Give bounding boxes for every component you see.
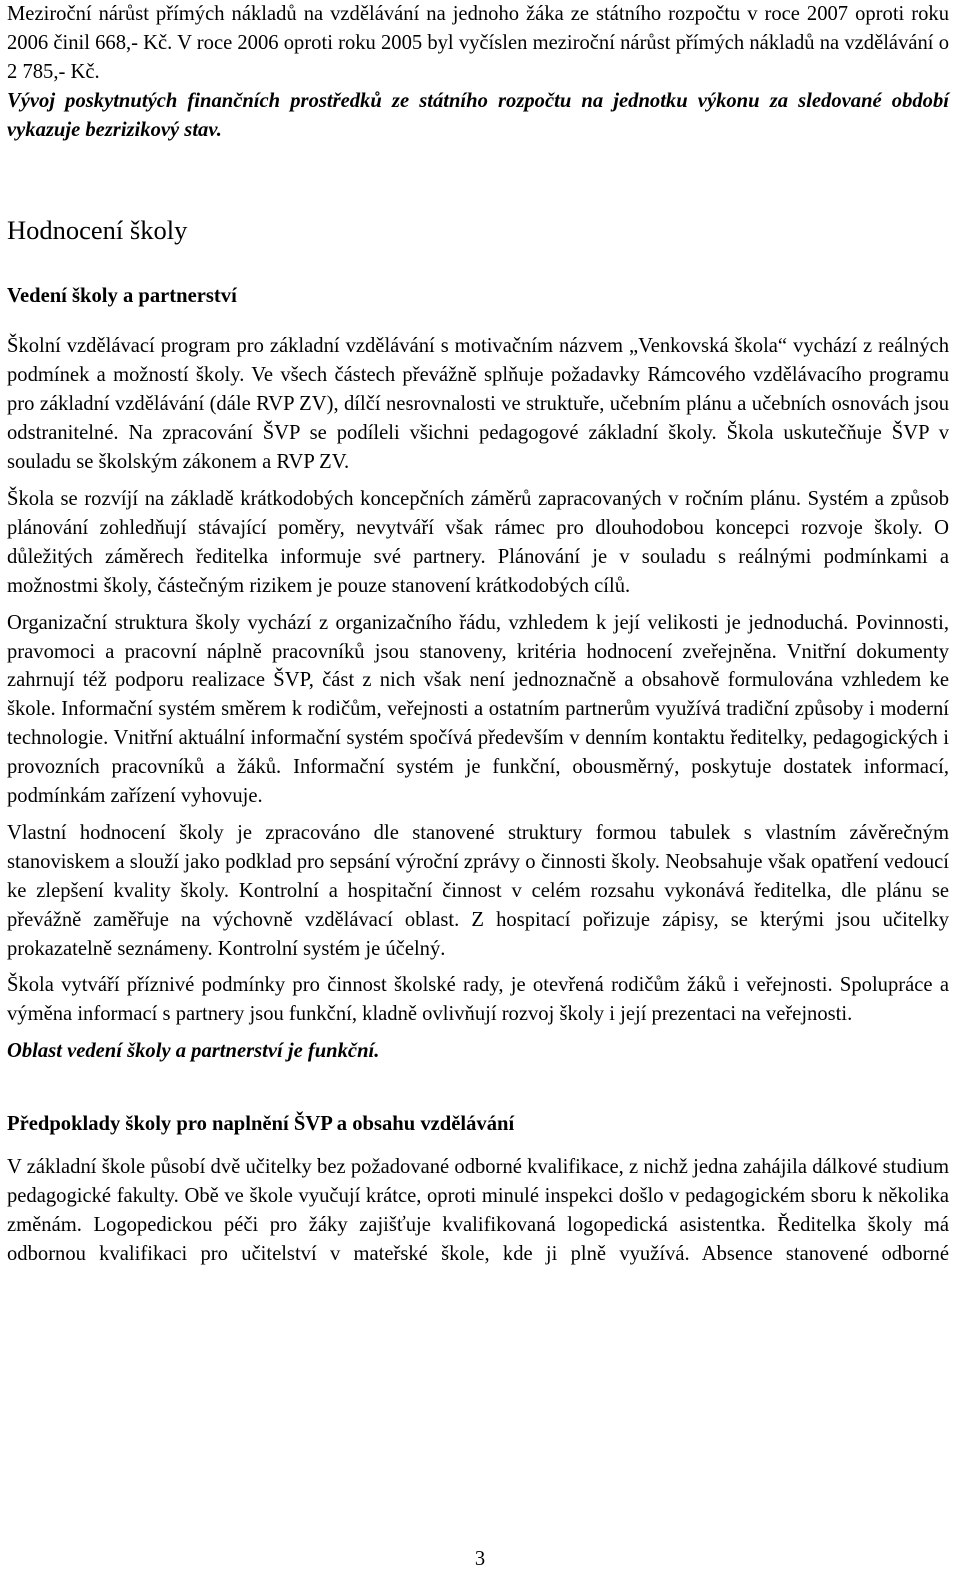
leadership-paragraph-2: Škola se rozvíjí na základě krátkodobých koncepčních záměrů zapracovaných v ročním plánu. Systém a způsob plánování zohledňují stávající poměry, nevytváří však rámec pro dlouhodobou koncepci rozvoje školy. O důležitých záměrech ředitelka informuje své partnery. Plánování je v souladu s reálnými podmínkami a možnostmi školy, částečným rizikem je pouze stanovení krátkodobých cílů. [7,487,949,597]
prerequisites-paragraph: V základní škole působí dvě učitelky bez požadované odborné kvalifikace, z nichž jedna zahájila dálkové studium pedagogické fakulty. Obě ve škole vyučují krátce, oproti minulé inspekci došlo v pedagogickém sboru k několika změnám. Logopedickou péči pro žáky zajišťuje kvalifikovaná logopedická asistentka. Ředitelka školy má odbornou kvalifikaci pro učitelství v mateřské škole, kde ji plně využívá. Absence stanovené odborné [7,1156,949,1265]
intro-paragraph: Meziroční nárůst přímých nákladů na vzdělávání na jednoho žáka ze státního rozpočtu v roce 2007 oproti roku 2006 činil 668,- Kč. V roce 2006 oproti roku 2005 byl vyčíslen meziroční nárůst přímých nákladů na vzdělávání o 2 785,- Kč. [7,3,949,83]
document-page [7,0,949,1269]
leadership-heading: Vedení školy a partnerství [7,284,237,307]
leadership-conclusion: Oblast vedení školy a partnerství je funkční. [7,1040,380,1063]
leadership-paragraph-1: Školní vzdělávací program pro základní vzdělávání s motivačním názvem „Venkovská škola“ vychází z reálných podmínek a možností školy. Ve všech částech převážně splňuje požadavky Rámcového vzdělávacího programu pro základní vzdělávání (dále RVP ZV), dílčí nesrovnalosti ve struktuře, učebním plánu a učebních osnovách jsou odstranitelné. Na zpracování ŠVP se podíleli všichni pedagogové základní školy. Škola uskutečňuje ŠVP v souladu se školským zákonem a RVP ZV. [7,335,949,474]
leadership-paragraph-5: Škola vytváří příznivé podmínky pro činnost školské rady, je otevřená rodičům žáků i veřejnosti. Spolupráce a výměna informací s partnery jsou funkční, kladně ovlivňují rozvoj školy i její prezentaci na veřejnosti. [7,974,949,1026]
section-title: Hodnocení školy [7,214,188,245]
page-number: 3 [474,1548,486,1570]
leadership-paragraph-3: Organizační struktura školy vychází z organizačního řádu, vzhledem k její velikosti je jednoduchá. Povinnosti, pravomoci a pracovní náplně pracovníků jsou stanoveny, kritéria hodnocení zveřejněna. Vnitřní dokumenty zahrnují též podporu realizace ŠVP, část z nich však není jednoznačně a obsahově formulována vzhledem ke škole. Informační systém směrem k rodičům, veřejnosti a ostatním partnerům využívá tradiční způsoby i moderní technologie. Vnitřní aktuální informační systém spočívá především v denním kontaktu ředitelky, pedagogických i provozních pracovníků a žáků. Informační systém je funkční, obousměrný, poskytuje dostatek informací, podmínkám zařízení vyhovuje. [7,611,949,808]
prerequisites-heading: Předpoklady školy pro naplnění ŠVP a obsahu vzdělávání [7,1113,515,1136]
leadership-paragraph-4: Vlastní hodnocení školy je zpracováno dle stanovené struktury formou tabulek s vlastním závěrečným stanoviskem a slouží jako podklad pro sepsání výroční zprávy o činnosti školy. Neobsahuje však opatření vedoucí ke zlepšení kvality školy. Kontrolní a hospitační činnost v celém rozsahu vykonává ředitelka, dle plánu se převážně zaměřuje na výchovně vzdělávací oblast. Z hospitací pořizuje zápisy, se kterými jsou učitelky prokazatelně seznámeny. Kontrolní systém je účelný. [7,821,949,960]
intro-conclusion: Vývoj poskytnutých finančních prostředků ze státního rozpočtu na jednotku výkonu za sledované období vykazuje bezrizikový stav. [7,89,949,141]
